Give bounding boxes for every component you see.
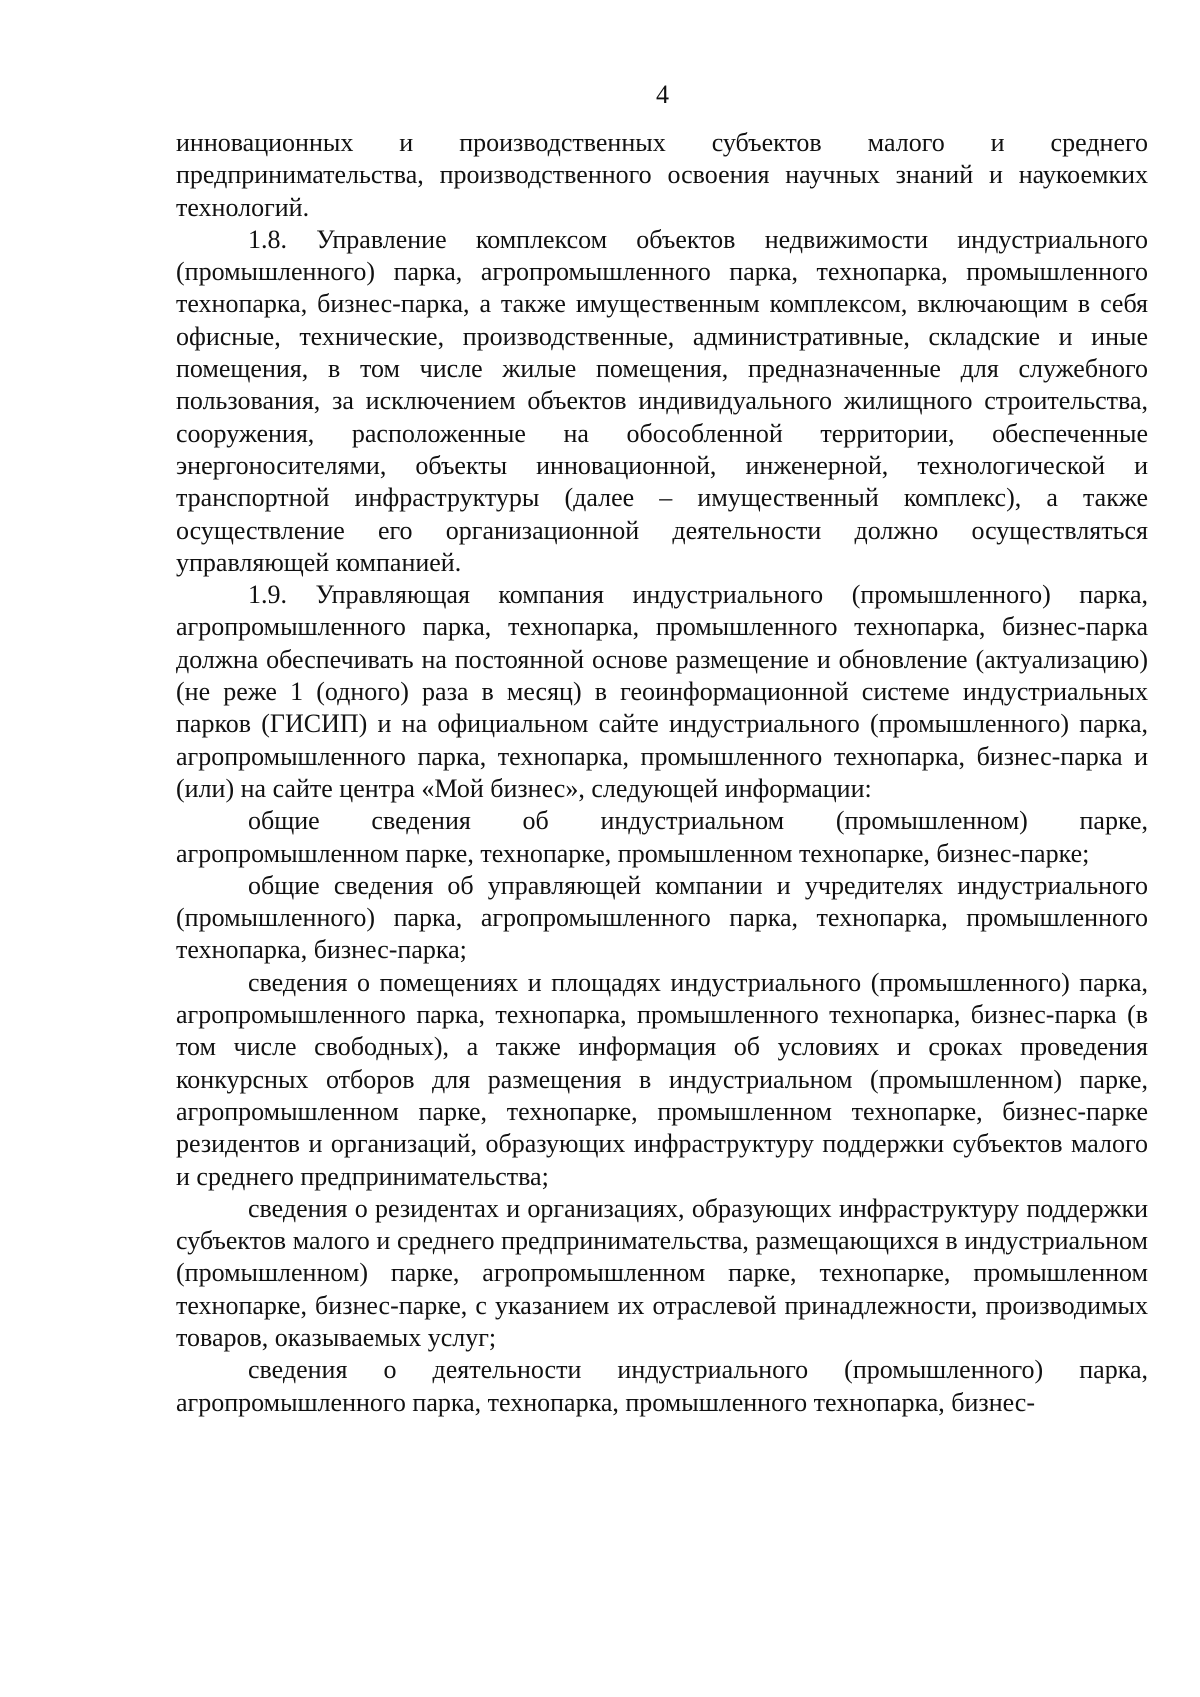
page-number: 4 [656,80,669,109]
document-body [176,127,1148,1419]
paragraph-1-8: 1.8. Управление комплексом объектов недвижимости индустриального (промышленного) парка, агропромышленного парка, технопарка, промышленного технопарка, бизнес-парка, а также имущественным комплексом, включающим в себя офисные, технические, производственные, административные, складские и иные помещения, в том числе жилые помещения, предназначенные для служебного пользования, за исключением объектов индивидуального жилищного строительства, сооружения, расположенные на обособленной территории, обеспеченные энергоносителями, объекты инновационной, инженерной, технологической и транспортной инфраструктуры (далее – имущественный комплекс), а также осуществление его организационной деятельности должно осуществляться управляющей компанией. [176,224,1148,577]
paragraph-1-9: 1.9. Управляющая компания индустриального (промышленного) парка, агропромышленного парка, технопарка, промышленного технопарка, бизнес-парка должна обеспечивать на постоянной основе размещение и обновление (актуализацию) (не реже 1 (одного) раза в месяц) в геоинформационной системе индустриальных парков (ГИСИП) и на официальном сайте индустриального (промышленного) парка, агропромышленного парка, технопарка, промышленного технопарка, бизнес-парка и (или) на сайте центра «Мой бизнес», следующей информации: [176,580,1148,803]
list-item-residents-info: сведения о резидентах и организациях, образующих инфраструктуру поддержки субъектов малого и среднего предпринимательства, размещающихся в индустриальном (промышленном) парке, агропромышленном парке, технопарке, промышленном технопарке, бизнес-парке, с указанием их отраслевой принадлежности, производимых товаров, оказываемых услуг; [176,1193,1148,1352]
list-item-premises-info: сведения о помещениях и площадях индустриального (промышленного) парка, агропромышленного парка, технопарка, промышленного технопарка, бизнес-парка (в том числе свободных), а также информация об условиях и сроках проведения конкурсных отборов для размещения в индустриальном (промышленном) парке, агропромышленном парке, технопарке, промышленном технопарке, бизнес-парке резидентов и организаций, образующих инфраструктуру поддержки субъектов малого и среднего предпринимательства; [176,967,1148,1191]
paragraph-continuation: инновационных и производственных субъектов малого и среднего предпринимательства, производственного освоения научных знаний и наукоемких технологий. [176,128,1148,222]
list-item-activity-info: сведения о деятельности индустриального (промышленного) парка, агропромышленного парка, технопарка, промышленного технопарка, бизнес- [176,1355,1148,1417]
list-item-management-company-info: общие сведения об управляющей компании и учредителях индустриального (промышленного) парка, агропромышленного парка, технопарка, промышленного технопарка, бизнес-парка; [176,870,1148,965]
list-item-general-park-info: общие сведения об индустриальном (промышленном) парке, агропромышленном парке, технопарке, промышленном технопарке, бизнес-парке; [176,806,1148,868]
